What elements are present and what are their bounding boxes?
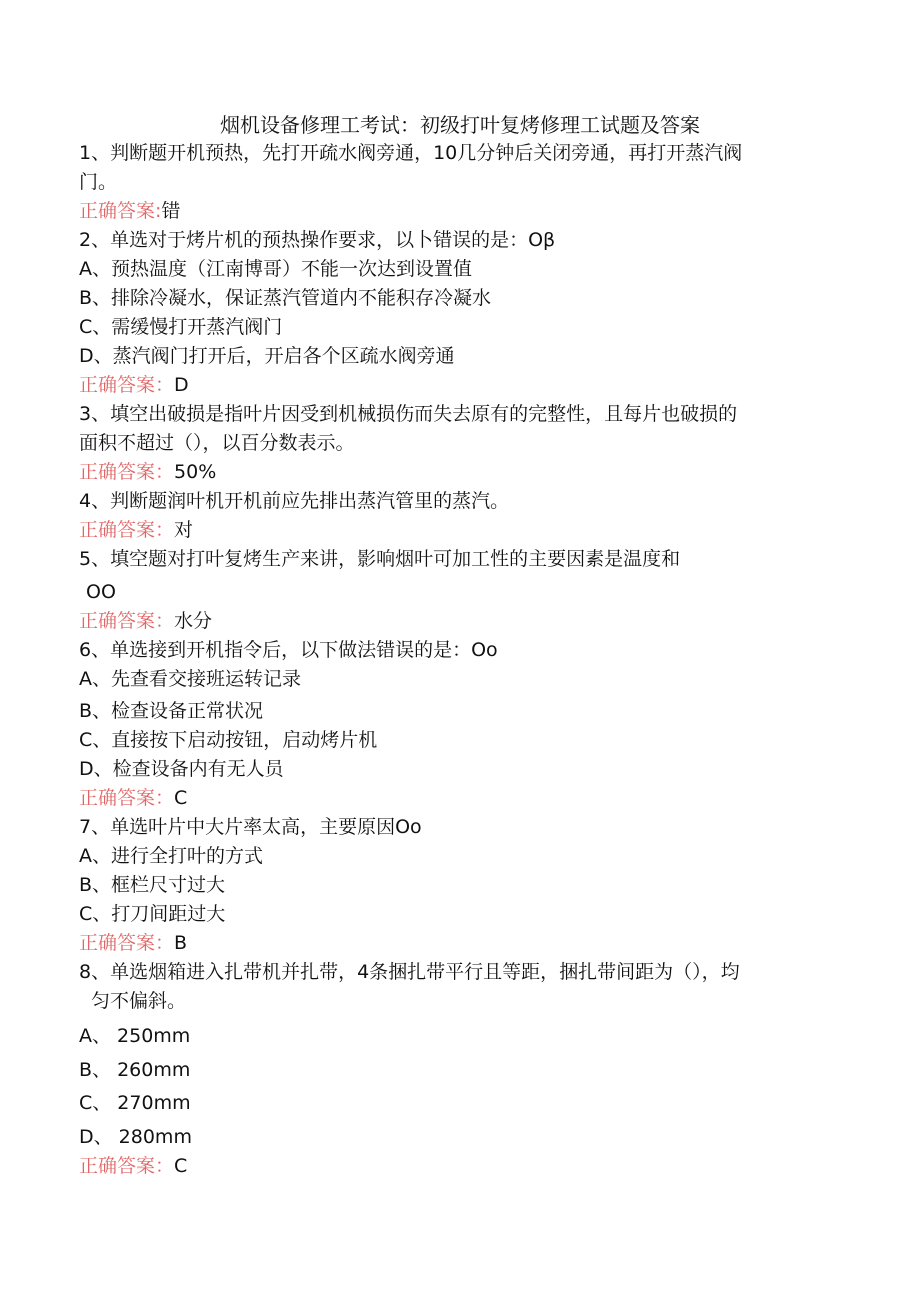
answer-label: 正确答案：: [79, 932, 175, 954]
answer-value: 对: [174, 519, 194, 541]
answer-label: 正确答案：: [79, 374, 175, 396]
question-stem: 1、判断题开机预热，先打开疏水阀旁通，10几分钟后关闭旁通，再打开蒸汽阀: [79, 142, 743, 164]
question-stem: 5、填空题对打叶复烤生产来讲，影响烟叶可加工性的主要因素是温度和: [79, 548, 681, 570]
answer-label: 正确答案:: [79, 200, 162, 222]
question-stem: 2、单选对于烤片机的预热操作要求，以卜错误的是：Oβ: [79, 229, 556, 251]
answer-value: C: [174, 1155, 188, 1177]
option-c: C、打刀间距过大: [79, 903, 226, 925]
option-b: B、排除冷凝水，保证蒸汽管道内不能积存冷凝水: [79, 287, 492, 309]
question-stem-cont: OO: [86, 581, 116, 603]
answer-label: 正确答案：: [79, 787, 175, 809]
answer-row: [79, 518, 193, 542]
question-stem-cont: 匀不偏斜。: [91, 990, 187, 1012]
option-b: B、检查设备正常状况: [79, 700, 264, 722]
option-c: C、直接按下启动按钮，启动烤片机: [79, 729, 378, 751]
question-stem: 6、单选接到开机指令后，以下做法错误的是：Oo: [79, 639, 498, 661]
option-d: D、检查设备内有无人员: [79, 758, 284, 780]
answer-row: [79, 373, 189, 397]
answer-row: [79, 460, 216, 484]
answer-row: [79, 199, 180, 223]
answer-value: B: [174, 932, 188, 954]
answer-value: C: [174, 787, 188, 809]
option-a: A、 250mm: [79, 1025, 191, 1047]
option-d: D、蒸汽阀门打开后，开启各个区疏水阀旁通: [79, 345, 455, 367]
question-stem-cont: 面积不超过（），以百分数表示。: [79, 432, 355, 454]
answer-label: 正确答案：: [79, 1155, 175, 1177]
answer-value: 水分: [174, 610, 213, 632]
answer-value: 错: [161, 200, 181, 222]
option-a: A、进行全打叶的方式: [79, 845, 263, 867]
answer-row: [79, 786, 187, 810]
option-d: D、 280mm: [79, 1126, 192, 1148]
question-stem: 3、填空出破损是指叶片因受到机械损伤而失去原有的完整性，且每片也破损的: [79, 403, 738, 425]
option-c: C、需缓慢打开蒸汽阀门: [79, 316, 283, 338]
question-stem: 7、单选叶片中大片率太高，主要原因Oo: [79, 816, 422, 838]
question-stem-cont: 门。: [79, 171, 118, 193]
answer-row: [79, 1154, 187, 1178]
answer-label: 正确答案：: [79, 519, 175, 541]
answer-value: 50%: [174, 461, 217, 483]
option-a: A、先查看交接班运转记录: [79, 668, 301, 690]
option-c: C、 270mm: [79, 1092, 191, 1114]
answer-row: [79, 609, 212, 633]
option-a: A、预热温度（江南博哥）不能一次达到设置值: [79, 258, 472, 280]
option-b: B、框栏尺寸过大: [79, 874, 226, 896]
answer-value: D: [174, 374, 189, 396]
document-title: 烟机设备修理工考试：初级打叶复烤修理工试题及答案: [220, 113, 700, 137]
answer-row: [79, 931, 187, 955]
question-stem: 4、判断题润叶机开机前应先排出蒸汽管里的蒸汽。: [79, 490, 510, 512]
answer-label: 正确答案：: [79, 461, 175, 483]
answer-label: 正确答案：: [79, 610, 175, 632]
question-stem: 8、单选烟箱进入扎带机并扎带，4条捆扎带平行且等距，捆扎带间距为（），均: [79, 961, 740, 983]
option-b: B、 260mm: [79, 1059, 191, 1081]
